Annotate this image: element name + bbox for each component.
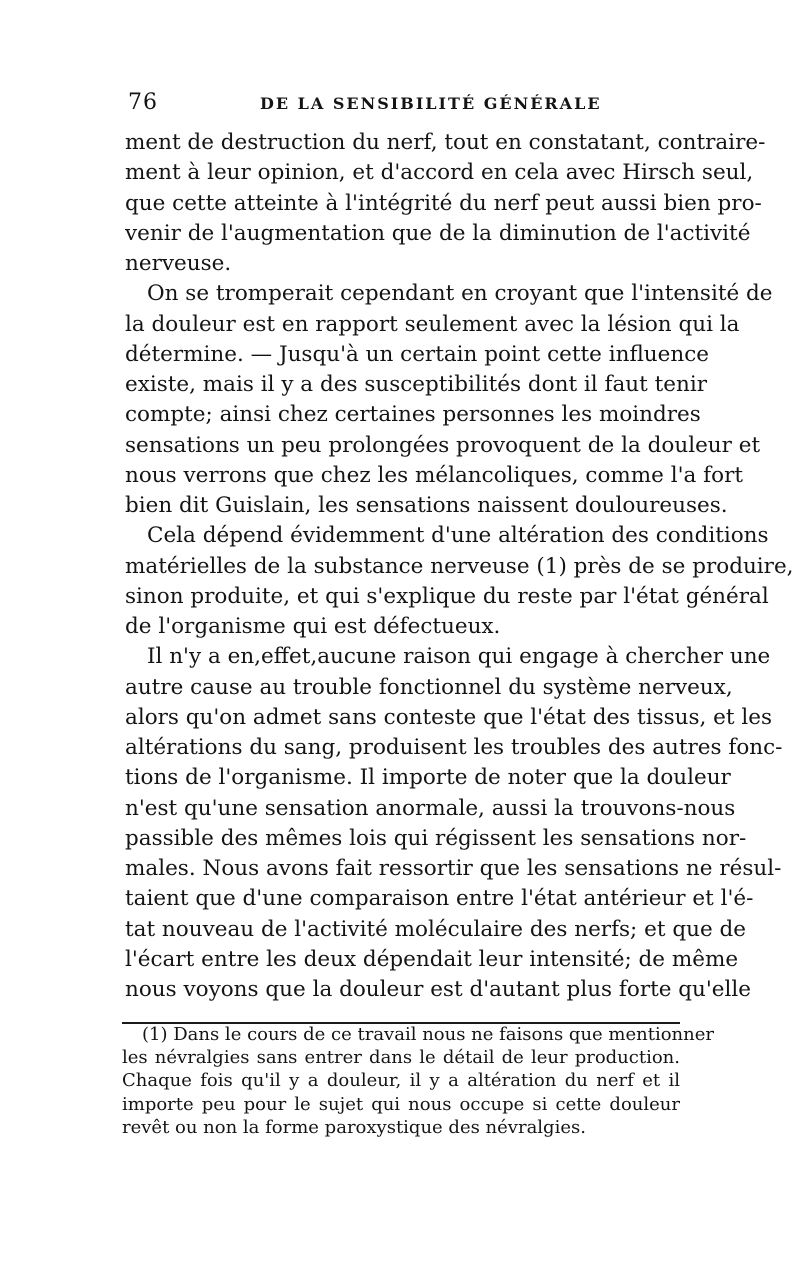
body-line: On se tromperait cependant en croyant que l'intensité de	[147, 281, 773, 307]
footnote-line: les névralgies sans entrer dans le détail de leur production.	[122, 1047, 680, 1069]
footnote-line: (1) Dans le cours de ce travail nous ne faisons que mentionner	[142, 1024, 714, 1045]
body-line: que cette atteinte à l'intégrité du nerf peut aussi bien pro-	[125, 190, 762, 216]
body-line: détermine. — Jusqu'à un certain point cette influence	[125, 341, 709, 367]
running-head	[120, 90, 680, 120]
body-line: ment de destruction du nerf, tout en constatant, contraire-	[125, 130, 766, 155]
body-line: Il n'y a en,effet,aucune raison qui engage à chercher une	[147, 644, 771, 670]
page-number: 76	[128, 90, 158, 115]
body-line: taient que d'une comparaison entre l'état antérieur et l'é-	[125, 886, 754, 912]
body-text	[125, 128, 794, 1005]
body-line: compte; ainsi chez certaines personnes les moindres	[125, 402, 701, 428]
body-line: Cela dépend évidemment d'une altération des conditions	[147, 523, 769, 549]
body-line: sinon produite, et qui s'explique du reste par l'état général	[125, 583, 769, 609]
body-line: sensations un peu prolongées provoquent de la douleur et	[125, 432, 761, 458]
body-line: l'écart entre les deux dépendait leur intensité; de même	[125, 946, 739, 972]
body-line: nerveuse.	[125, 251, 232, 276]
body-line: alors qu'on admet sans conteste que l'état des tissus, et les	[125, 704, 773, 730]
footnote-line: revêt ou non la forme paroxystique des névralgies.	[122, 1116, 586, 1138]
body-line: la douleur est en rapport seulement avec la lésion qui la	[125, 311, 740, 337]
body-line: de l'organisme qui est défectueux.	[125, 614, 501, 639]
footnote-line: Chaque fois qu'il y a douleur, il y a altération du nerf et il	[122, 1070, 680, 1092]
body-line: ment à leur opinion, et d'accord en cela avec Hirsch seul,	[125, 160, 754, 186]
body-line: nous voyons que la douleur est d'autant plus forte qu'elle	[125, 977, 752, 1002]
body-line: n'est qu'une sensation anormale, aussi la trouvons-nous	[125, 795, 736, 821]
body-line: passible des mêmes lois qui régissent les sensations nor-	[125, 825, 747, 851]
body-line: bien dit Guislain, les sensations naissent douloureuses.	[125, 493, 728, 518]
body-line: altérations du sang, produisent les troubles des autres fonc-	[125, 735, 783, 760]
body-line: matérielles de la substance nerveuse (1) près de se produire,	[125, 553, 794, 579]
body-line: tat nouveau de l'activité moléculaire des nerfs; et que de	[125, 916, 746, 942]
footnote	[122, 1023, 714, 1139]
footnote-line: importe peu pour le sujet qui nous occupe si cette douleur	[122, 1093, 680, 1115]
body-line: autre cause au trouble fonctionnel du système nerveux,	[125, 674, 733, 700]
body-line: existe, mais il y a des susceptibilités dont il faut tenir	[125, 372, 707, 397]
body-line: males. Nous avons fait ressortir que les sensations ne résul-	[125, 856, 782, 881]
body-line: tions de l'organisme. Il importe de noter que la douleur	[125, 765, 731, 791]
running-title: DE LA SENSIBILITÉ GÉNÉRALE	[260, 94, 602, 113]
body-line: nous verrons que chez les mélancoliques, comme l'a fort	[125, 462, 743, 488]
body-line: venir de l'augmentation que de la diminution de l'activité	[125, 220, 751, 246]
